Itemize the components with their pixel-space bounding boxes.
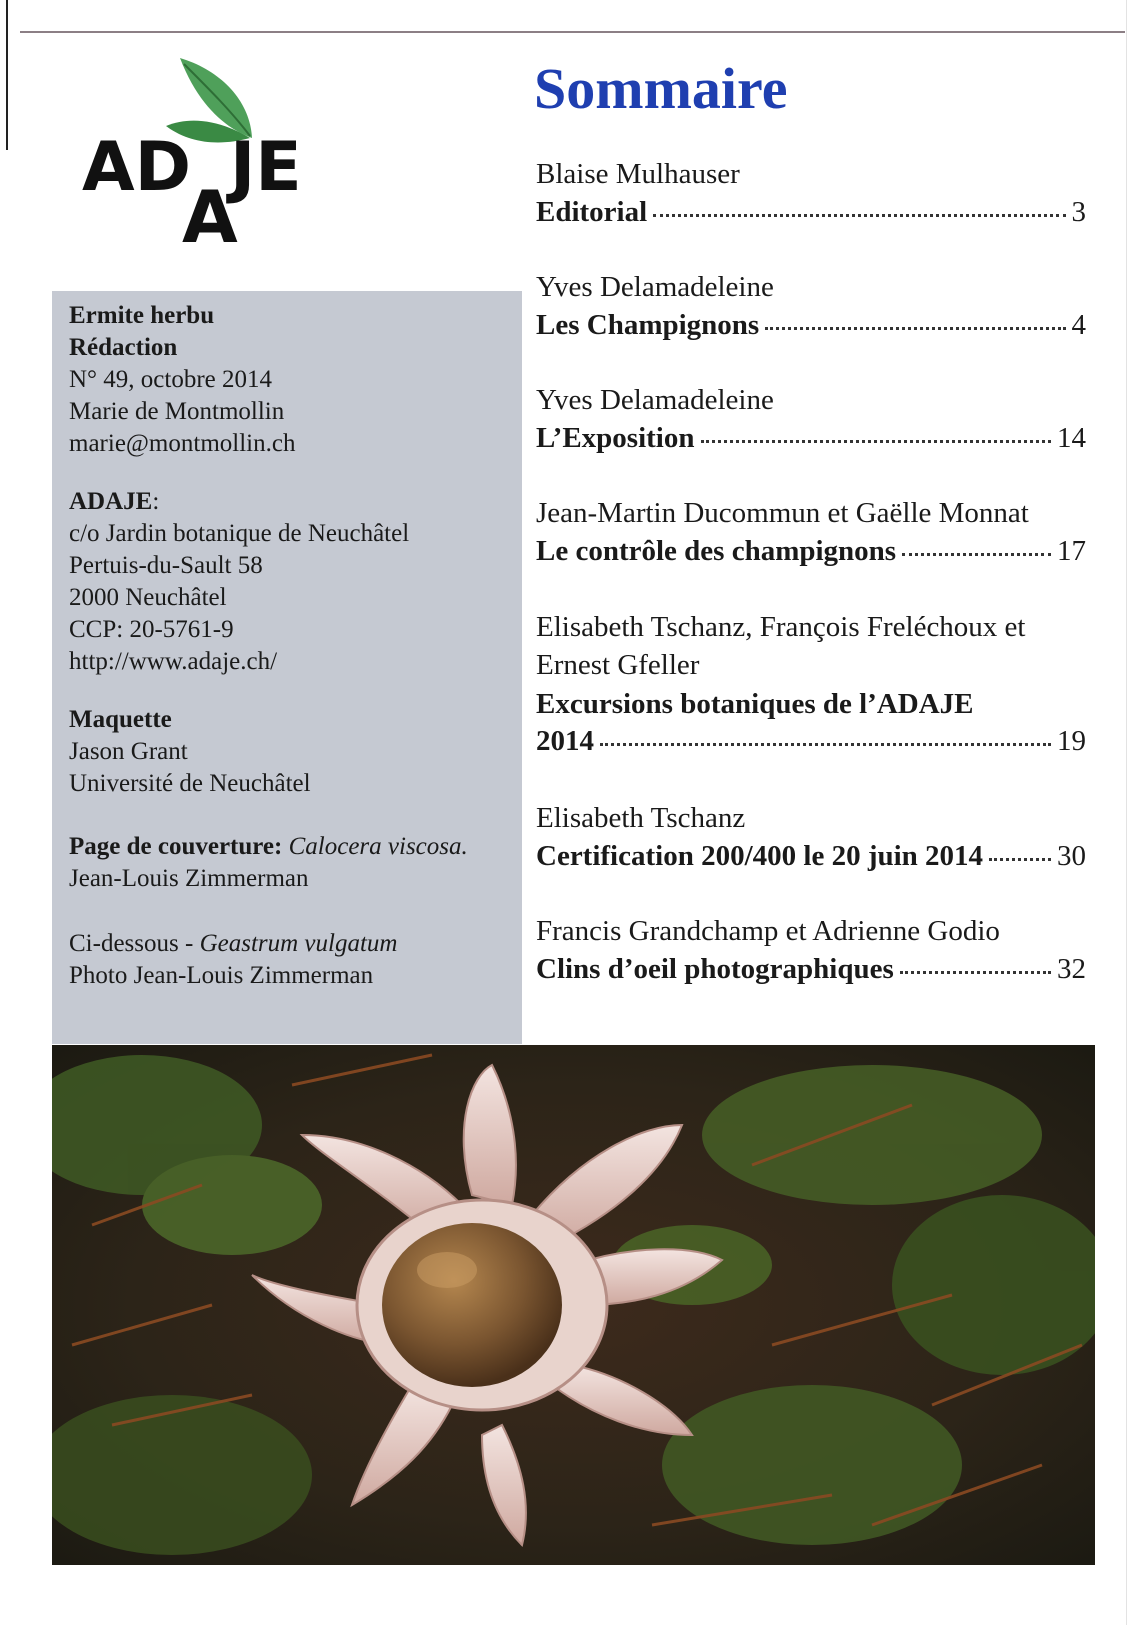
toc-author: Yves Delamadeleine <box>536 271 774 303</box>
publication-name: Ermite herbu <box>69 302 215 329</box>
toc-entry <box>536 532 1086 570</box>
editor-email: marie@montmollin.ch <box>69 430 296 457</box>
photo-caption <box>69 928 397 960</box>
toc-author: Francis Grandchamp et Adrienne Godio <box>536 915 1000 947</box>
toc-author-continued: Ernest Gfeller <box>536 649 700 681</box>
toc-entry-page: 32 <box>1057 953 1086 985</box>
publication-info-box <box>52 291 522 1044</box>
toc-entry <box>536 419 1086 457</box>
toc-dot-leader <box>701 440 1052 443</box>
toc-entry-title: Editorial <box>536 196 648 228</box>
toc-author: Elisabeth Tschanz <box>536 802 746 834</box>
toc-entry-title: Certification 200/400 le 20 juin 2014 <box>536 840 984 872</box>
toc-author: Elisabeth Tschanz, François Freléchoux et <box>536 611 1026 643</box>
toc-entry <box>536 193 1086 231</box>
toc-dot-leader <box>989 858 1051 861</box>
logo-text-left: AD <box>82 128 192 207</box>
toc-entry-page: 30 <box>1057 840 1086 872</box>
toc-entry <box>536 722 1086 760</box>
toc-entry-title-continued: 2014 <box>536 725 594 757</box>
address-line-1: c/o Jardin botanique de Neuchâtel <box>69 520 410 547</box>
toc-entry-page: 19 <box>1057 725 1086 757</box>
address-line-2: Pertuis-du-Sault 58 <box>69 552 263 579</box>
toc-entry-title: Clins d’oeil photographiques <box>536 953 894 985</box>
org-colon: : <box>152 488 160 515</box>
cover-species: Calocera viscosa. <box>288 833 468 860</box>
logo-text-right: JE <box>230 128 302 207</box>
address-line-3: 2000 Neuchâtel <box>69 584 227 611</box>
toc-entry <box>536 837 1086 875</box>
left-margin-rule <box>6 0 8 150</box>
toc-entry <box>536 306 1086 344</box>
toc-entry-title: Les Champignons <box>536 309 760 341</box>
layout-designer: Jason Grant <box>69 738 188 765</box>
layout-institution: Université de Neuchâtel <box>69 770 311 797</box>
postal-account: CCP: 20-5761-9 <box>69 616 234 643</box>
toc-dot-leader <box>653 214 1065 217</box>
cover-label: Page de couverture: <box>69 833 283 860</box>
org-name: ADAJE <box>69 488 153 515</box>
cover-caption <box>69 831 468 863</box>
geastrum-photo <box>52 1045 1095 1565</box>
editor-name: Marie de Montmollin <box>69 398 285 425</box>
layout-label: Maquette <box>69 706 172 733</box>
issue-number: N° 49, octobre 2014 <box>69 366 273 393</box>
earthstar-mushroom-illustration <box>52 1045 1095 1565</box>
toc-dot-leader <box>900 971 1051 974</box>
toc-entry <box>536 950 1086 988</box>
toc-dot-leader <box>902 553 1051 556</box>
header-rule <box>20 31 1125 33</box>
toc-author: Yves Delamadeleine <box>536 384 774 416</box>
photo-credit: Photo Jean-Louis Zimmerman <box>69 962 374 989</box>
toc-author: Jean-Martin Ducommun et Gaëlle Monnat <box>536 497 1029 529</box>
adaje-logo <box>80 50 360 260</box>
toc-entry-title-line <box>536 685 1086 723</box>
website-url: http://www.adaje.ch/ <box>69 648 278 675</box>
toc-entry-title: Excursions botaniques de l’ADAJE <box>536 688 974 720</box>
toc-author: Blaise Mulhauser <box>536 158 740 190</box>
cover-credit: Jean-Louis Zimmerman <box>69 865 309 892</box>
editorial-label: Rédaction <box>69 334 178 361</box>
toc-entry-page: 17 <box>1057 535 1086 567</box>
page-edge <box>1126 0 1127 1625</box>
photo-caption-label: Ci-dessous - <box>69 930 194 957</box>
toc-entry-title: L’Exposition <box>536 422 695 454</box>
org-heading <box>69 486 159 518</box>
photo-species: Geastrum vulgatum <box>199 930 398 957</box>
adaje-logo-graphic <box>80 50 360 260</box>
toc-entry-page: 4 <box>1071 309 1086 341</box>
toc-title: Sommaire <box>534 56 788 121</box>
toc-dot-leader <box>765 327 1065 330</box>
earthstar-spore-sac <box>382 1223 562 1387</box>
toc-entry-page: 14 <box>1057 422 1086 454</box>
toc-entry-page: 3 <box>1071 196 1086 228</box>
spore-sac-highlight <box>417 1252 477 1288</box>
logo-text-center: A <box>182 175 238 259</box>
toc-dot-leader <box>600 743 1051 746</box>
toc-entry-title: Le contrôle des champignons <box>536 535 897 567</box>
